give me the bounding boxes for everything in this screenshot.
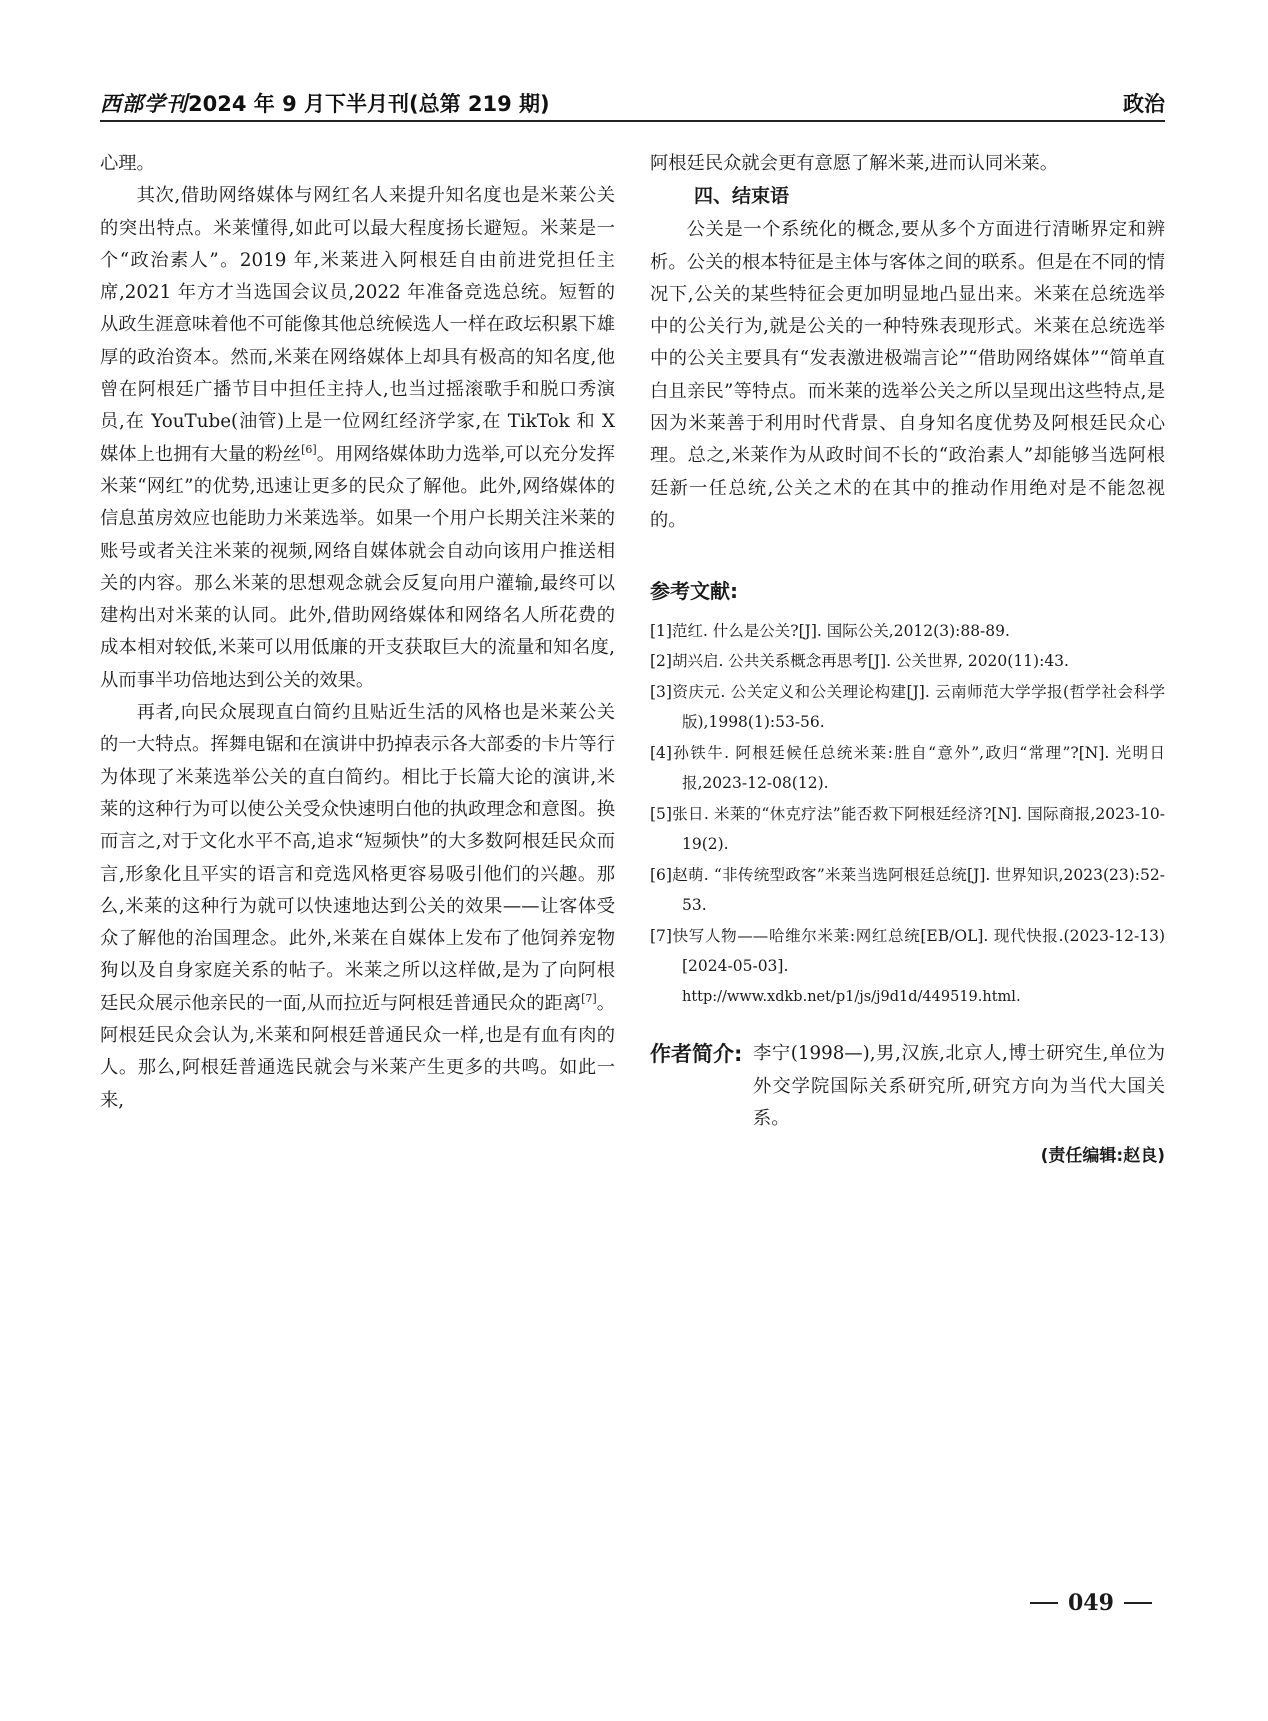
paragraph-continuation: 阿根廷民众就会更有意愿了解米莱,进而认同米莱。 <box>650 153 1058 174</box>
header-rule <box>100 120 1165 122</box>
reference-item: [6]赵萌. “非传统型政客”米莱当选阿根廷总统[J]. 世界知识,2023(23):52-53. <box>650 865 1165 915</box>
author-text: 李宁(1998—),男,汉族,北京人,博士研究生,单位为外交学院国际关系研究所,研究方向为当代大国关系。 <box>753 1043 1165 1130</box>
page-number: 049 <box>1068 1590 1114 1616</box>
section-heading: 四、结束语 <box>694 185 790 208</box>
header-left <box>100 88 550 118</box>
page-footer <box>1030 1590 1180 1616</box>
paragraph-simple-style <box>100 697 615 1117</box>
section-label: 政治 <box>1123 92 1165 116</box>
reference-list <box>650 616 1165 1013</box>
paragraph-network-media <box>100 180 615 697</box>
citation-6: [6] <box>301 442 317 456</box>
reference-item: [3]资庆元. 公关定义和公关理论构建[J]. 云南师范大学学报(哲学社会科学版),1998(1):53-56. <box>650 682 1165 732</box>
responsible-editor: (责任编辑:赵良) <box>1040 1145 1165 1166</box>
citation-7: [7] <box>581 991 597 1005</box>
reference-item: [1]范红. 什么是公关?[J]. 国际公关,2012(3):88-89. <box>650 621 1010 640</box>
reference-item: [7]快写人物——哈维尔米莱:网红总统[EB/OL]. 现代快报.(2023-12-13)[2024-05-03]. <box>650 926 1165 976</box>
footer-dash-left <box>1030 1602 1058 1604</box>
footer-dash-right <box>1124 1602 1152 1604</box>
reference-url: http://www.xdkb.net/p1/js/j9d1d/449519.html. <box>682 988 1021 1005</box>
author-label: 作者简介: <box>650 1042 743 1067</box>
paragraph-text: 再者,向民众展现直白简约且贴近生活的风格也是米莱公关的一大特点。挥舞电锯和在演讲中扔掉表示各大部委的卡片等行为体现了米莱选举公关的直白简约。相比于长篇大论的演讲,米莱的这种行为可以使公关受众快速明白他的执政理念和意图。换而言之,对于文化水平不高,追求“短频快”的大多数阿根廷民众而言,形象化且平实的语言和竞选风格更容易吸引他们的兴趣。那么,米莱的这种行为就可以快速地达到公关的效果——让客体受众了解他的治国理念。此外,米莱在自媒体上发布了他饲养宠物狗以及自身家庭关系的帖子。米莱之所以这样做,是为了向阿根廷民众展示他亲民的一面,从而拉近与阿根廷普通民众的距离 <box>100 702 615 1014</box>
reference-item: [5]张日. 米莱的“休克疗法”能否救下阿根廷经济?[N]. 国际商报,2023-10-19(2). <box>650 804 1165 854</box>
journal-logo: 西部学刊 <box>100 91 188 116</box>
paragraph-text: 。阿根廷民众会认为,米莱和阿根廷普通民众一样,也是有血有肉的人。那么,阿根廷普通选民就会与米莱产生更多的共鸣。如此一来, <box>100 992 615 1111</box>
reference-item: [2]胡兴启. 公共关系概念再思考[J]. 公关世界, 2020(11):43. <box>650 652 1069 671</box>
issue-info: 2024 年 9 月下半月刊(总第 219 期) <box>188 92 550 116</box>
paragraph-continuation: 心理。 <box>100 153 155 174</box>
reference-item: [4]孙铁牛. 阿根廷候任总统米莱:胜自“意外”,政归“常理”?[N]. 光明日报,2023-12-08(12). <box>650 743 1165 793</box>
paragraph-text: 其次,借助网络媒体与网红名人来提升知名度也是米莱公关的突出特点。米莱懂得,如此可以最大程度扬长避短。米莱是一个“政治素人”。2019 年,米莱进入阿根廷自由前进党担任主席,2021 年方才当选国会议员,2022 年准备竞选总统。短暂的从政生涯意味着他不可能像其他总统候选人一样在政坛积累下雄厚的政治资本。然而,米莱在网络媒体上却具有极高的知名度,他曾在阿根廷广播节目中担任主持人,也当过摇滚歌手和脱口秀演员,在 YouTube(油管)上是一位网红经济学家,在 TikTok 和 X 媒体上也拥有大量的粉丝 <box>100 185 615 465</box>
right-column <box>650 148 1165 1172</box>
left-column <box>100 148 615 1117</box>
references-title: 参考文献: <box>650 579 738 604</box>
paragraph-text: 。用网络媒体助力选举,可以充分发挥米莱“网红”的优势,迅速让更多的民众了解他。此外,网络媒体的信息茧房效应也能助力米莱选举。如果一个用户长期关注米莱的账号或者关注米莱的视频,网络自媒体就会自动向该用户推送相关的内容。那么米莱的思想观念就会反复向用户灌输,最终可以建构出对米莱的认同。此外,借助网络媒体和网络名人所花费的成本相对较低,米莱可以用低廉的开支获取巨大的流量和知名度,从而事半功倍地达到公关的效果。 <box>100 443 615 691</box>
running-header <box>100 86 1165 122</box>
author-bio <box>650 1038 1165 1136</box>
paragraph-conclusion: 公关是一个系统化的概念,要从多个方面进行清晰界定和辨析。公关的根本特征是主体与客体之间的联系。但是在不同的情况下,公关的某些特征会更加明显地凸显出来。米莱在总统选举中的公关行为,就是公关的一种特殊表现形式。米莱在总统选举中的公关主要具有“发表激进极端言论”“借助网络媒体”“简单直白且亲民”等特点。而米莱的选举公关之所以呈现出这些特点,是因为米莱善于利用时代背景、自身知名度优势及阿根廷民众心理。总之,米莱作为从政时间不长的“政治素人”却能够当选阿根廷新一任总统,公关之术的在其中的推动作用绝对是不能忽视的。 <box>650 219 1165 531</box>
